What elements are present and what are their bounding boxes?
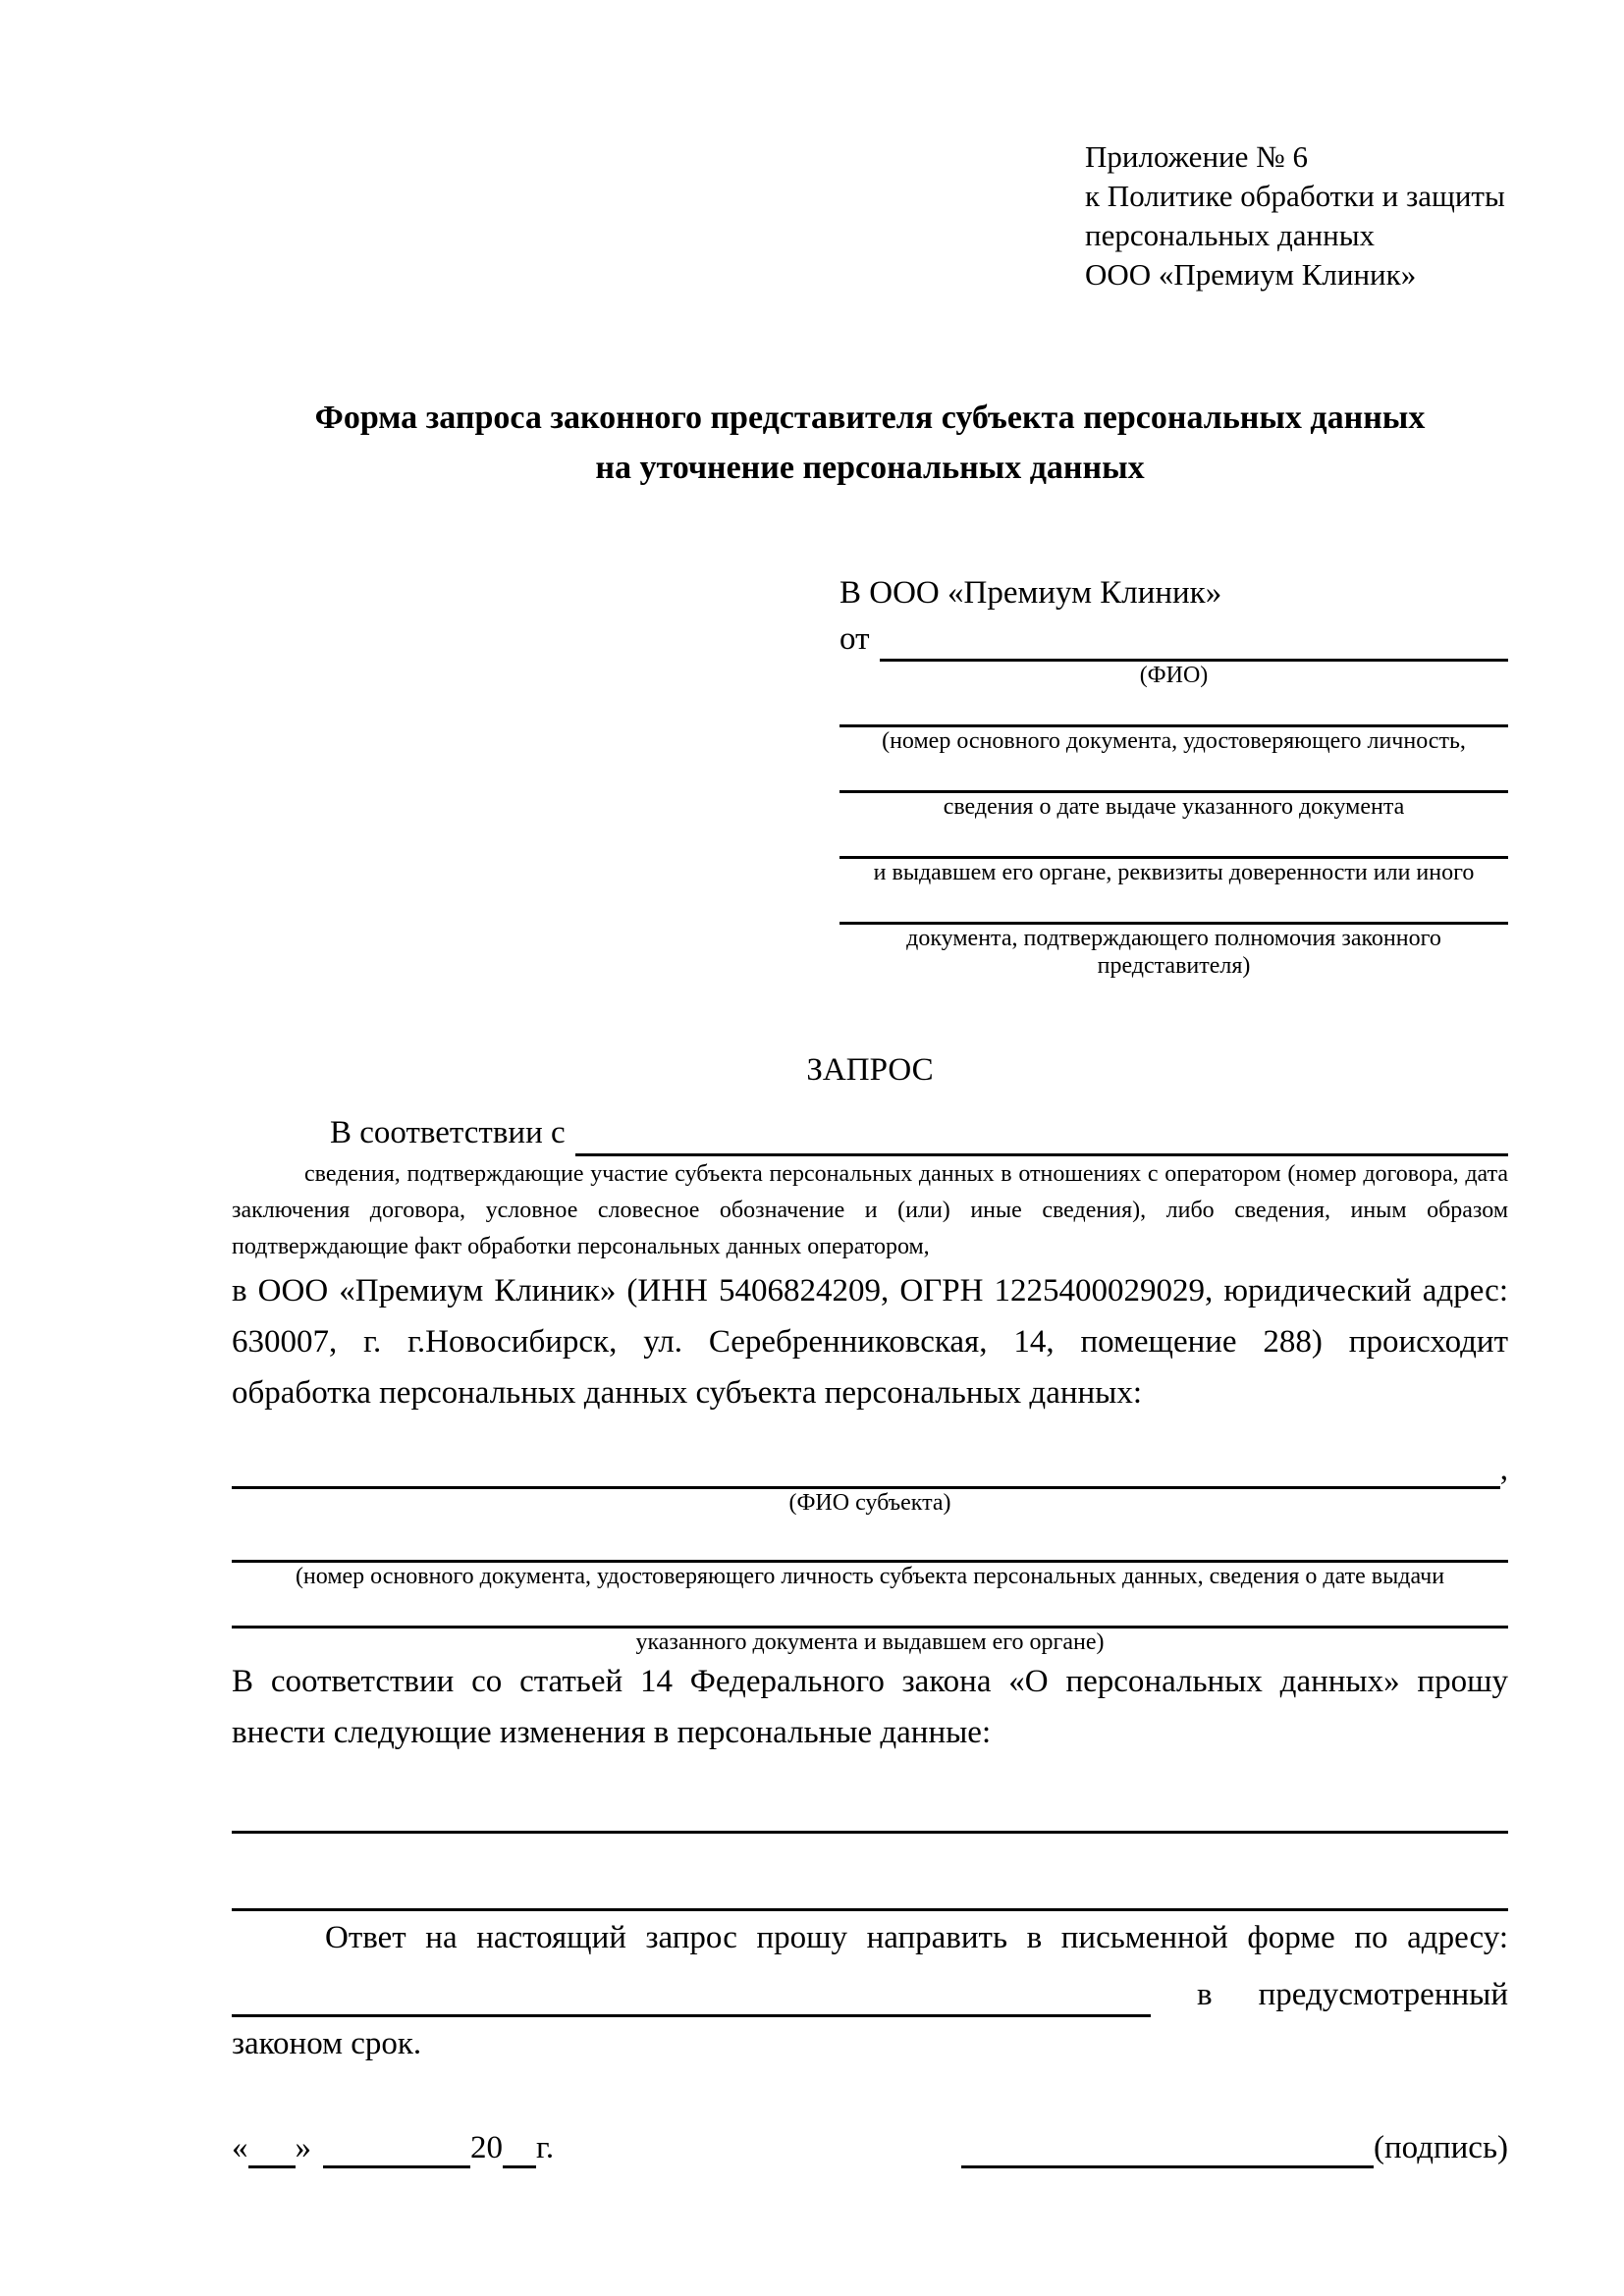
answer-word-term: предусмотренный (1258, 1977, 1508, 2012)
request-heading: ЗАПРОС (806, 1052, 934, 1088)
subject-fio-blank-line (232, 1447, 1500, 1489)
year-prefix: 20 (470, 2130, 503, 2165)
from-label: от (839, 621, 870, 657)
according-blank-line (575, 1114, 1508, 1156)
changes-blank-line-1 (232, 1791, 1508, 1834)
subject-fio-row (232, 1442, 1508, 1489)
from-fio-blank-line (880, 619, 1509, 662)
form-title-line-1: Форма запроса законного представителя субъекта персональных данных (314, 400, 1426, 436)
addressee-block (839, 571, 1508, 980)
representative-doc-blank-line-4 (839, 886, 1508, 925)
day-blank-line (248, 2130, 296, 2168)
quote-open: « (232, 2130, 248, 2165)
date-group (232, 2127, 554, 2168)
subject-doc-blank-line-1 (232, 1517, 1508, 1563)
signature-blank-line (961, 2130, 1374, 2168)
representative-doc-blank-line-1 (839, 689, 1508, 727)
representative-doc-blank-line-2 (839, 755, 1508, 793)
operator-paragraph: в ООО «Премиум Клиник» (ИНН 5406824209, ОГРН 1225400029029, юридический адрес: 630007, г. г.Новосибирск, ул. Серебренниковская, 14, помещение 288) происходит обработка персональных данных субъекта персональных данных: (232, 1273, 1508, 1411)
form-title-line-2: на уточнение персональных данных (595, 450, 1145, 486)
according-caption: сведения, подтверждающие участие субъекта персональных данных в отношениях с оператором (номер договора, дата заключения договора, условное словесное обозначение и (или) иные сведения), либо сведения, иным образом подтверждающие факт обработки персональных данных оператором, (232, 1161, 1508, 1259)
subject-doc-blank-line-2 (232, 1590, 1508, 1629)
year-suffix: г. (536, 2130, 555, 2165)
appendix-line-1: Приложение № 6 (1085, 139, 1308, 174)
answer-address-blank-line (232, 1975, 1151, 2017)
answer-address-row (232, 1964, 1508, 2017)
representative-doc-caption-2: сведения о дате выдаче указанного документа (943, 794, 1405, 820)
subject-fio-caption: (ФИО субъекта) (788, 1490, 951, 1516)
representative-doc-caption-1: (номер основного документа, удостоверяющего личность, (882, 728, 1466, 754)
answer-sentence-line (232, 1911, 1508, 1964)
answer-sentence: Ответ на настоящий запрос прошу направить в письменной форме по адресу: (325, 1920, 1508, 1955)
year-blank-line (503, 2130, 536, 2168)
article-paragraph: В соответствии со статьей 14 Федерального закона «О персональных данных» прошу внести следующие изменения в персональные данные: (232, 1664, 1508, 1750)
signature-group (961, 2127, 1508, 2168)
changes-blank-line-2 (232, 1834, 1508, 1911)
according-prefix: В соответствии с (330, 1115, 566, 1150)
answer-closing: законом срок. (232, 2026, 422, 2061)
date-signature-row (232, 2115, 1508, 2168)
according-row (232, 1105, 1508, 1156)
appendix-line-4: ООО «Премиум Клиник» (1085, 257, 1417, 292)
appendix-line-2: к Политике обработки и защиты (1085, 179, 1505, 213)
representative-doc-caption-3: и выдавшем его органе, реквизиты доверенности или иного (873, 860, 1475, 885)
from-row (839, 614, 1508, 662)
signature-caption: (подпись) (1374, 2130, 1508, 2165)
fio-caption: (ФИО) (1139, 663, 1209, 688)
appendix-block (839, 137, 1508, 294)
appendix-line-3: персональных данных (1085, 218, 1376, 252)
document-content (232, 0, 1508, 2168)
representative-doc-blank-line-3 (839, 821, 1508, 859)
representative-doc-caption-4: документа, подтверждающего полномочия законного представителя) (906, 926, 1441, 979)
addressee-organization: В ООО «Премиум Клиник» (839, 575, 1222, 611)
appendix-lines (1085, 137, 1508, 294)
subject-doc-caption-1: (номер основного документа, удостоверяющего личность субъекта персональных данных, сведения о дате выдачи (295, 1564, 1445, 1589)
subject-doc-caption-2: указанного документа и выдавшем его органе) (635, 1629, 1105, 1655)
trailing-comma: , (1499, 1452, 1508, 1487)
answer-word-v: в (1197, 1977, 1213, 2012)
month-blank-line (323, 2130, 470, 2168)
form-title (232, 393, 1508, 493)
quote-close: » (295, 2130, 311, 2165)
